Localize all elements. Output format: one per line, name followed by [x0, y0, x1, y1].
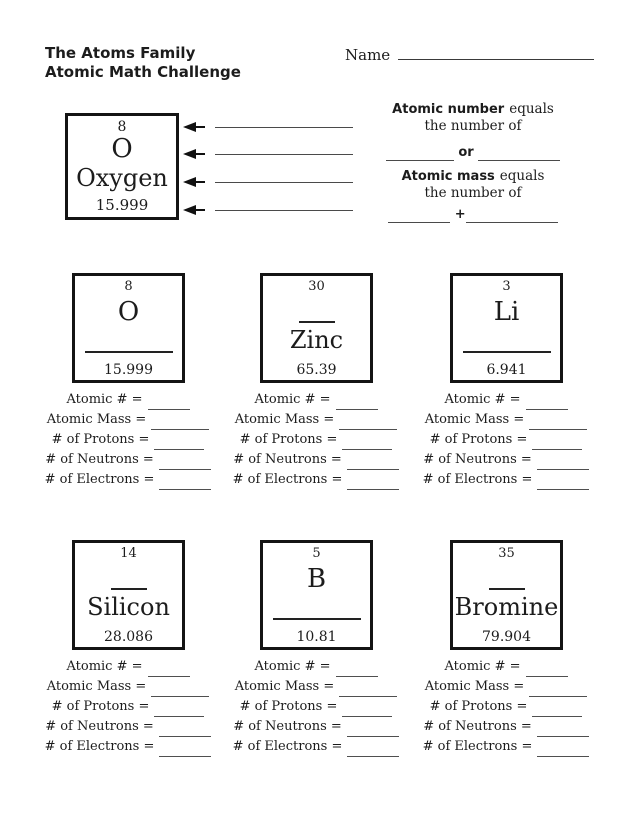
label-blank: [215, 127, 353, 128]
left-arrow-icon: [183, 122, 196, 132]
answer-blank: [154, 703, 204, 717]
element-card-silicon: [72, 540, 185, 650]
question-block-lithium: [411, 390, 601, 490]
element-name: Bromine: [454, 593, 559, 621]
answer-blank: [347, 456, 399, 470]
atomic-number-value: 14: [120, 546, 137, 561]
question-label: # of Protons =: [51, 432, 150, 447]
atomic-mass-value: 15.999: [95, 196, 149, 214]
atomic-number-value: 35: [498, 546, 515, 561]
question-label: Atomic Mass =: [234, 412, 335, 427]
answer-blank: [478, 148, 560, 161]
question-label: # of Protons =: [239, 699, 338, 714]
arrow-row-symbol: [183, 149, 353, 159]
answer-blank: [148, 396, 190, 410]
label-blank: [215, 182, 353, 183]
answer-blank: [151, 416, 209, 430]
example-element-card: [65, 113, 179, 220]
element-symbol: O: [117, 297, 140, 327]
atomic-number-value: 5: [312, 546, 321, 561]
left-arrow-icon: [183, 149, 196, 159]
element-symbol: B: [306, 564, 327, 594]
question-label: Atomic Mass =: [46, 679, 147, 694]
element-card-lithium: [450, 273, 563, 383]
question-label: Atomic # =: [254, 392, 331, 407]
element-name: Zinc: [289, 326, 344, 354]
plus-label: +: [454, 207, 466, 222]
definitions-block: [363, 101, 583, 223]
question-block-bromine: [411, 657, 601, 757]
answer-blank: [151, 683, 209, 697]
answer-blank: [148, 663, 190, 677]
element-symbol: O: [111, 134, 133, 164]
question-label: Atomic Mass =: [424, 679, 525, 694]
atomic-mass-term: Atomic mass: [401, 169, 495, 184]
element-card-boron: [260, 540, 373, 650]
question-label: Atomic # =: [444, 392, 521, 407]
question-label: Atomic Mass =: [46, 412, 147, 427]
question-label: # of Neutrons =: [45, 452, 154, 467]
answer-blank: [336, 663, 378, 677]
or-blank-row: [363, 144, 583, 161]
name-row: [345, 46, 594, 64]
answer-blank: [466, 210, 558, 223]
number-of-text: the number of: [424, 185, 522, 201]
atomic-number-value: 8: [117, 119, 127, 135]
question-label: # of Neutrons =: [45, 719, 154, 734]
name-blank: [398, 46, 594, 60]
answer-blank: [159, 476, 211, 490]
answer-blank: [342, 703, 392, 717]
question-label: # of Protons =: [51, 699, 150, 714]
atomic-number-value: 3: [502, 279, 511, 294]
arrow-row-atomic-mass: [183, 205, 353, 215]
question-label: # of Protons =: [429, 699, 528, 714]
answer-blank: [336, 396, 378, 410]
or-label: or: [458, 145, 474, 160]
atomic-mass-value: 79.904: [482, 629, 531, 645]
answer-blank: [388, 210, 450, 223]
question-label: # of Protons =: [239, 432, 338, 447]
left-arrow-icon: [183, 205, 196, 215]
arrow-row-name: [183, 177, 353, 187]
number-of-text: the number of: [424, 118, 522, 134]
question-label: # of Protons =: [429, 432, 528, 447]
question-label: # of Electrons =: [422, 472, 533, 487]
question-label: # of Neutrons =: [423, 452, 532, 467]
atomic-number-value: 30: [308, 279, 325, 294]
question-label: # of Electrons =: [232, 472, 343, 487]
answer-blank: [154, 436, 204, 450]
atomic-number-value: 8: [124, 279, 133, 294]
answer-blank: [386, 148, 454, 161]
question-label: # of Electrons =: [232, 739, 343, 754]
element-symbol-blank: [489, 588, 525, 590]
element-name: Oxygen: [76, 164, 168, 192]
question-label: Atomic # =: [444, 659, 521, 674]
answer-blank: [537, 476, 589, 490]
answer-blank: [537, 456, 589, 470]
element-name-blank: [463, 351, 551, 353]
answer-blank: [347, 476, 399, 490]
element-card-oxygen: [72, 273, 185, 383]
answer-blank: [159, 743, 211, 757]
atomic-number-definition: [363, 101, 583, 118]
question-label: Atomic # =: [66, 659, 143, 674]
answer-blank: [537, 723, 589, 737]
answer-blank: [537, 743, 589, 757]
left-arrow-icon: [183, 177, 196, 187]
answer-blank: [532, 436, 582, 450]
element-card-bromine: [450, 540, 563, 650]
arrow-shaft: [196, 153, 205, 155]
worksheet-title: [45, 44, 241, 82]
element-symbol-blank: [299, 321, 335, 323]
question-block-silicon: [33, 657, 223, 757]
answer-blank: [159, 723, 211, 737]
element-card-zinc: [260, 273, 373, 383]
question-label: # of Electrons =: [44, 472, 155, 487]
answer-blank: [532, 703, 582, 717]
arrow-shaft: [196, 181, 205, 183]
answer-blank: [347, 743, 399, 757]
question-label: # of Electrons =: [44, 739, 155, 754]
answer-blank: [339, 683, 397, 697]
element-symbol: Li: [493, 297, 520, 327]
arrow-shaft: [196, 209, 205, 211]
label-blank: [215, 154, 353, 155]
question-label: Atomic # =: [254, 659, 331, 674]
answer-blank: [526, 396, 568, 410]
answer-blank: [347, 723, 399, 737]
answer-blank: [526, 663, 568, 677]
element-name: Silicon: [87, 593, 170, 621]
answer-blank: [339, 416, 397, 430]
atomic-mass-definition: [363, 168, 583, 185]
question-label: Atomic Mass =: [234, 679, 335, 694]
label-blank: [215, 210, 353, 211]
atomic-mass-value: 15.999: [104, 362, 153, 378]
name-label: Name: [345, 46, 391, 64]
atomic-mass-value: 28.086: [104, 629, 153, 645]
question-label: # of Electrons =: [422, 739, 533, 754]
arrow-shaft: [196, 126, 205, 128]
title-line-2: Atomic Math Challenge: [45, 63, 241, 81]
question-label: # of Neutrons =: [233, 719, 342, 734]
question-label: Atomic Mass =: [424, 412, 525, 427]
answer-blank: [159, 456, 211, 470]
element-symbol-blank: [111, 588, 147, 590]
element-name-blank: [273, 618, 361, 620]
question-label: # of Neutrons =: [233, 452, 342, 467]
answer-blank: [342, 436, 392, 450]
atomic-mass-value: 10.81: [296, 629, 337, 645]
arrow-row-atomic-number: [183, 122, 353, 132]
equals-text: equals: [499, 168, 545, 184]
question-block-boron: [221, 657, 411, 757]
question-block-zinc: [221, 390, 411, 490]
answer-blank: [529, 683, 587, 697]
atomic-number-term: Atomic number: [392, 102, 505, 117]
question-block-oxygen: [33, 390, 223, 490]
question-label: Atomic # =: [66, 392, 143, 407]
plus-blank-row: [363, 206, 583, 223]
atomic-mass-value: 6.941: [486, 362, 527, 378]
element-name-blank: [85, 351, 173, 353]
atomic-mass-value: 65.39: [296, 362, 337, 378]
title-line-1: The Atoms Family: [45, 44, 196, 62]
equals-text: equals: [509, 101, 554, 117]
answer-blank: [529, 416, 587, 430]
question-label: # of Neutrons =: [423, 719, 532, 734]
